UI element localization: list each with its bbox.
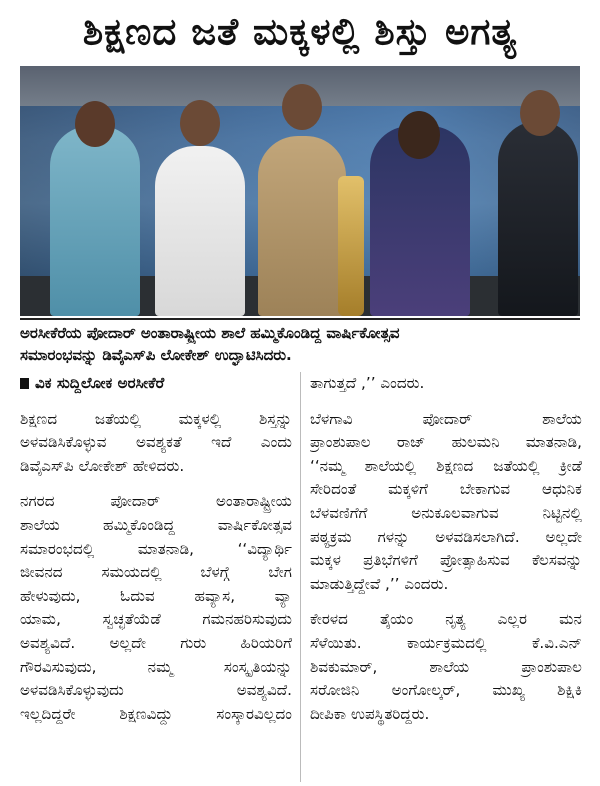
column-rule — [300, 372, 301, 782]
text-line: ಮಕ್ಕಳ ಪ್ರತಿಭೆಗಳಿಗೆ ಪ್ರೋತ್ಸಾಹಿಸುವ ಕೆಲಸವನ್ನು — [310, 551, 582, 570]
person-1 — [50, 126, 140, 316]
text-line: ಗೌರವಿಸುವುದು, ನಮ್ಮ ಸಂಸ್ಕೃತಿಯನ್ನು — [20, 657, 292, 676]
text-line: ಪಠ್ಯಕ್ರಮ ಗಳನ್ನು ಅಳವಡಿಸಲಾಗಿದೆ. ಅಲ್ಲದೇ — [310, 527, 582, 546]
text-line: ಶಾಲೆಯ ಹಮ್ಮಿಕೊಂಡಿದ್ದ ವಾರ್ಷಿಕೋತ್ಸವ — [20, 515, 292, 534]
text-line: ಬೆಳವಣಿಗೆಗೆ ಅನುಕೂಲವಾಗುವ ನಿಟ್ಟಿನಲ್ಲಿ — [310, 503, 582, 522]
square-bullet-icon — [20, 378, 29, 389]
headline: ಶಿಕ್ಷಣದ ಜತೆ ಮಕ್ಕಳಲ್ಲಿ ಶಿಸ್ತು ಅಗತ್ಯ — [82, 10, 518, 53]
caption-line: ಸಮಾರಂಭವನ್ನು ಡಿವೈಎಸ್‌ಪಿ ಲೋಕೇಶ್ ಉದ್ಘಾಟಿಸಿದರು. — [20, 346, 292, 364]
text-line: ‘‘ನಮ್ಮ ಶಾಲೆಯಲ್ಲಿ ಶಿಕ್ಷಣದ ಜತೆಯಲ್ಲಿ ಕ್ರೀಡೆ — [310, 456, 582, 475]
text-line: ದೀಪಿಕಾ ಉಪಸ್ಥಿತರಿದ್ದರು. — [310, 704, 430, 723]
text-line: ಮಾಡುತ್ತಿದ್ದೇವೆ ,’’ ಎಂದರು. — [310, 574, 449, 593]
text-line: ಬೆಳಗಾವಿ ಪೋದಾರ್ ಶಾಲೆಯ — [310, 409, 582, 428]
text-line: ಅಳವಡಿಸಿಕೊಳ್ಳುವ ಅವಶ್ಯಕತೆ ಇದೆ ಎಂದು — [20, 433, 292, 452]
text-line: ಪ್ರಾಂಶುಪಾಲ ರಾಜ್ ಹುಲಮನಿ ಮಾತನಾಡಿ, — [310, 433, 582, 452]
person-3 — [258, 136, 346, 316]
text-line: ಸರೋಜಿನಿ ಅಂಗೋಲ್ಕರ್, ಮುಖ್ಯ ಶಿಕ್ಷಿಕಿ — [310, 681, 582, 700]
text-line: ಸಮಾರಂಭದಲ್ಲಿ ಮಾತನಾಡಿ, ‘‘ವಿದ್ಯಾರ್ಥಿ — [20, 539, 292, 558]
event-photo — [20, 66, 580, 316]
text-line: ನಗರದ ಪೋದಾರ್ ಅಂತಾರಾಷ್ಟ್ರೀಯ — [20, 492, 292, 511]
text-line: ಸೆಳೆಯಿತು. ಕಾರ್ಯಕ್ರಮದಲ್ಲಿ ಕೆ.ವಿ.ಎನ್ — [310, 633, 582, 652]
left-column — [20, 372, 292, 726]
byline — [20, 372, 292, 396]
byline-text: ವಿಕ ಸುದ್ದಿಲೋಕ ಅರಸೀಕೆರೆ — [35, 374, 165, 392]
text-line: ತಾಗುತ್ತದೆ ,’’ ಎಂದರು. — [310, 374, 425, 392]
paragraph — [310, 608, 582, 726]
photo-divider — [20, 318, 580, 320]
paragraph — [310, 408, 582, 597]
person-2 — [155, 146, 245, 316]
text-line: ಶಿವಕುಮಾರ್, ಶಾಲೆಯ ಪ್ರಾಂಶುಪಾಲ — [310, 657, 582, 676]
person-4-head — [398, 111, 440, 159]
text-line: ಡಿವೈಎಸ್‌ಪಿ ಲೋಕೇಶ್ ಹೇಳಿದರು. — [20, 456, 185, 475]
text-line: ಹೇಳುವುದು, ಓದುವ ಹವ್ಯಾಸ, ವ್ಯಾ — [20, 586, 292, 605]
text-line: ಜೀವನದ ಸಮಯದಲ್ಲಿ ಬೆಳಗ್ಗೆ ಬೇಗ — [20, 563, 292, 582]
text-line: ಅಳವಡಿಸಿಕೊಳ್ಳುವುದು ಅವಶ್ಯವಿದೆ. — [20, 681, 292, 700]
paragraph — [310, 372, 582, 396]
person-5-head — [520, 90, 560, 136]
text-line: ಶಿಕ್ಷಣದ ಜತೆಯಲ್ಲಿ ಮಕ್ಕಳಲ್ಲಿ ಶಿಸ್ತನ್ನು — [20, 409, 292, 428]
person-1-head — [75, 101, 115, 147]
right-column — [310, 372, 582, 726]
text-line: ಇಲ್ಲದಿದ್ದರೇ ಶಿಕ್ಷಣವಿದ್ದು ಸಂಸ್ಕಾರವಿಲ್ಲದಂ — [20, 704, 292, 723]
oil-lamp — [338, 176, 364, 316]
paragraph — [20, 408, 292, 479]
caption-line: ಅರಸೀಕೆರೆಯ ಪೋದಾರ್ ಅಂತಾರಾಷ್ಟ್ರೀಯ ಶಾಲೆ ಹಮ್ಮಿಕೊಂಡಿದ್ದ ವಾರ್ಷಿಕೋತ್ಸವ — [20, 324, 400, 342]
person-3-head — [282, 84, 322, 130]
paragraph — [20, 490, 292, 726]
person-2-head — [180, 100, 220, 146]
photo-caption — [20, 322, 580, 366]
text-line: ಸೇರಿದಂತೆ ಮಕ್ಕಳಿಗೆ ಬೇಕಾಗುವ ಆಧುನಿಕ — [310, 480, 582, 499]
text-line: ಕೇರಳದ ತೈಯಂ ನೃತ್ಯ ಎಲ್ಲರ ಮನ — [310, 610, 582, 629]
person-5 — [498, 121, 578, 316]
text-line: ಯಾಮ, ಸ್ವಚ್ಛತೆಯೆಡೆ ಗಮನಹರಿಸುವುದು — [20, 610, 292, 629]
text-line: ಅವಶ್ಯವಿದೆ. ಅಲ್ಲದೇ ಗುರು ಹಿರಿಯರಿಗೆ — [20, 633, 292, 652]
